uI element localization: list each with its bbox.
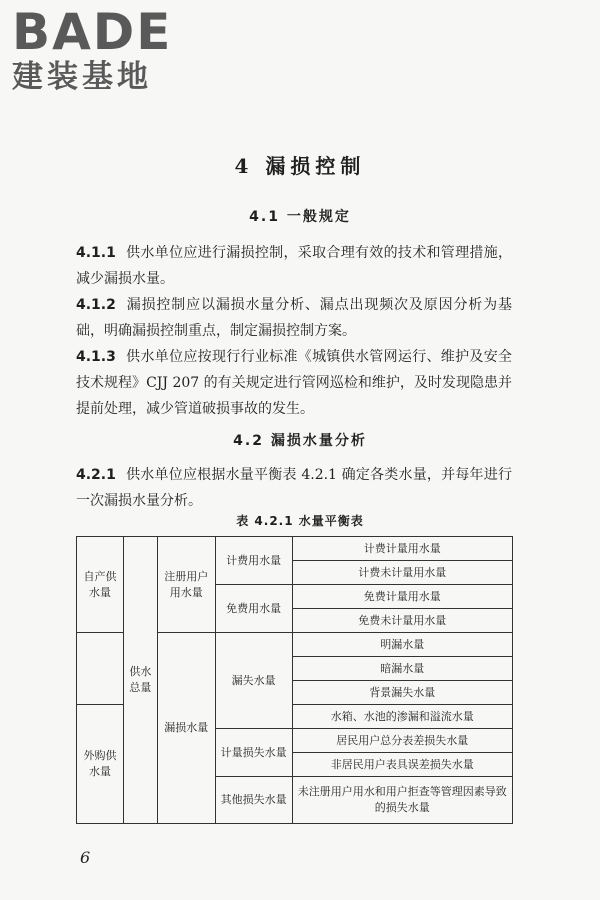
clause-4-2-1	[76, 462, 512, 514]
clause-text: 供水单位应按现行行业标准《城镇供水管网运行、维护及安全技术规程》CJJ 207 的有关规定进行管网巡检和维护，及时发现隐患并提前处理，减少管道破损事故的发生。	[76, 349, 512, 417]
hidden-leak-cell: 暗漏水量	[292, 657, 512, 681]
clause-text: 漏损控制应以漏损水量分析、漏点出现频次及原因分析为基础，明确漏损控制重点，制定漏损控制方案。	[76, 297, 512, 339]
page-number: 6	[80, 848, 91, 867]
clause-text: 供水单位应进行漏损控制，采取合理有效的技术和管理措施，减少漏损水量。	[76, 245, 512, 287]
leak-cell: 漏失水量	[215, 633, 292, 729]
free-use-cell: 免费用水量	[215, 585, 292, 633]
clause-number: 4.1.3	[76, 349, 116, 365]
clause-number: 4.2.1	[76, 467, 116, 483]
brand-logo	[12, 4, 172, 94]
self-supply-blank-cell	[77, 633, 124, 705]
other-loss-cell: 其他损失水量	[215, 777, 292, 824]
visible-leak-cell: 明漏水量	[292, 633, 512, 657]
purchased-supply-cell: 外购供水量	[77, 705, 124, 824]
water-balance-table	[76, 536, 513, 824]
billed-use-cell: 计费用水量	[215, 537, 292, 585]
section-title-4-2: 4.2 漏损水量分析	[233, 433, 367, 449]
resident-meter-cell: 居民用户总分表差损失水量	[292, 729, 512, 753]
clause-4-1-3	[76, 344, 512, 422]
total-supply-cell: 供水总量	[123, 537, 157, 824]
clause-number: 4.1.2	[76, 297, 116, 313]
leakage-total-cell: 漏损水量	[157, 633, 215, 824]
unregistered-cell: 未注册用户用水和用户拒查等管理因素导致的损失水量	[292, 777, 512, 824]
free-metered-cell: 免费计量用水量	[292, 585, 512, 609]
table-title: 表 4.2.1 水量平衡表	[236, 514, 364, 528]
meter-loss-cell: 计量损失水量	[215, 729, 292, 777]
chapter-title: 4 漏损控制	[234, 154, 366, 178]
nonresident-meter-cell: 非居民用户表具误差损失水量	[292, 753, 512, 777]
background-leak-cell: 背景漏失水量	[292, 681, 512, 705]
logo-tagline: 建装基地	[12, 59, 152, 95]
tank-leak-cell: 水箱、水池的渗漏和溢流水量	[292, 705, 512, 729]
clause-number: 4.1.1	[76, 245, 116, 261]
section-title-4-1: 4.1 一般规定	[249, 209, 351, 225]
free-unmetered-cell: 免费未计量用水量	[292, 609, 512, 633]
billed-metered-cell: 计费计量用水量	[292, 537, 512, 561]
table-row	[77, 537, 513, 561]
logo-wordmark: BADE	[12, 3, 173, 61]
clause-4-1-2	[76, 292, 512, 344]
clause-4-1-1	[76, 240, 512, 292]
billed-unmetered-cell: 计费未计量用水量	[292, 561, 512, 585]
registered-use-cell: 注册用户用水量	[157, 537, 215, 633]
self-supply-cell: 自产供水量	[77, 537, 124, 633]
clause-text: 供水单位应根据水量平衡表 4.2.1 确定各类水量，并每年进行一次漏损水量分析。	[76, 467, 512, 509]
